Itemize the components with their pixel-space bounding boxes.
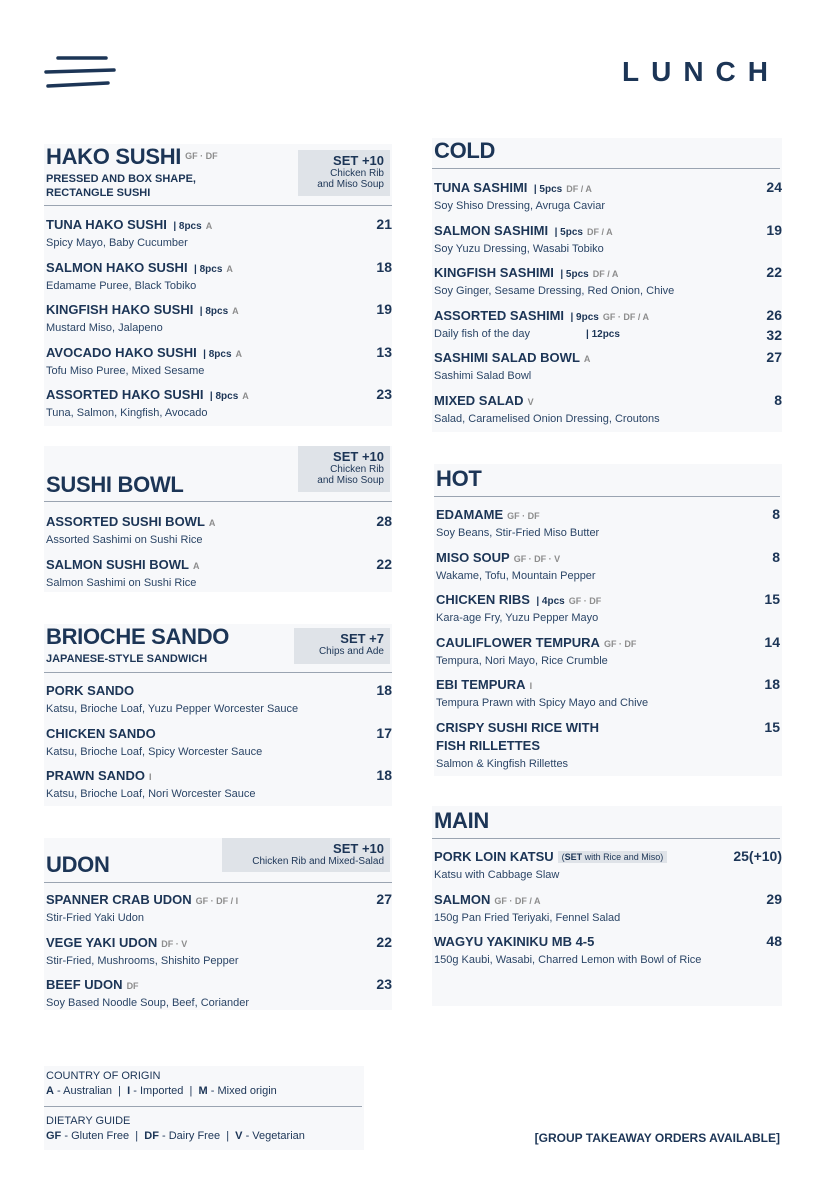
item-name: AVOCADO HAKO SUSHI: [46, 344, 197, 360]
item-dietary-tags: A: [208, 518, 216, 528]
set-description: and Miso Soup: [317, 179, 384, 190]
section-subtitle: JAPANESE-STYLE SANDWICH: [46, 653, 208, 665]
item-name: SALMON SASHIMI: [434, 222, 549, 238]
section-title: MAIN: [434, 808, 490, 833]
item-portion: | 8pcs: [194, 263, 223, 275]
item-dietary-tags: GF · DF / A: [494, 895, 541, 906]
menu-item: [434, 222, 782, 255]
item-name: VEGE YAKI UDON: [46, 934, 158, 950]
section-title: COLD: [434, 138, 496, 163]
item-portion: | 5pcs: [533, 184, 563, 195]
divider: [44, 1106, 362, 1107]
item-name: TUNA HAKO SUSHI: [46, 217, 167, 232]
item-dietary-tags: A: [193, 560, 200, 571]
item-name: CHICKEN RIBS: [436, 592, 530, 607]
item-price: 18: [764, 676, 780, 692]
item-price: 22: [376, 933, 392, 950]
item-price: 13: [376, 343, 392, 360]
menu-item: [434, 264, 782, 297]
item-description: Spicy Mayo, Baby Cucumber: [46, 237, 188, 249]
item-description: Soy Beans, Stir-Fried Miso Butter: [436, 527, 600, 539]
menu-item: [46, 934, 392, 967]
hot-section: [434, 464, 782, 776]
menu-item: [434, 349, 782, 382]
menu-item: [436, 719, 780, 770]
menu-item: [436, 506, 780, 539]
item-price: 29: [766, 890, 782, 907]
item-price: 14: [764, 633, 780, 650]
divider: [432, 838, 780, 839]
item-description: Salmon Sashimi on Sushi Rice: [46, 576, 197, 589]
item-price: 18: [376, 258, 392, 275]
section-title: HOT: [436, 466, 482, 491]
item-price: 24: [766, 179, 782, 195]
set-description: Chicken Rib: [330, 464, 384, 475]
divider: [44, 501, 392, 502]
main-section: [432, 806, 782, 1006]
item-price: 48: [766, 933, 782, 949]
item-dietary-tags: GF · DF: [568, 596, 602, 606]
item-dietary-tags: A: [205, 221, 213, 231]
item-portion: | 8pcs: [173, 221, 202, 232]
item-dietary-tags: GF · DF: [603, 638, 637, 649]
item-name: ASSORTED SUSHI BOWL: [46, 514, 205, 529]
item-description: Tempura Prawn with Spicy Mayo and Chive: [436, 697, 649, 709]
item-price: 18: [376, 767, 392, 783]
takeaway-notice: [GROUP TAKEAWAY ORDERS AVAILABLE]: [534, 1131, 780, 1145]
set-option-badge: (SET with Rice and Miso): [558, 851, 668, 863]
item-dietary-tags: DF: [126, 981, 139, 991]
item-description: Salad, Caramelised Onion Dressing, Croutons: [434, 412, 660, 425]
menu-item: [46, 259, 392, 292]
menu-item: [436, 634, 780, 667]
item-price: 15: [764, 591, 780, 607]
item-dietary-tags: GF · DF / I: [195, 896, 239, 906]
set-description: and Miso Soup: [317, 475, 384, 486]
item-price: 22: [376, 555, 392, 572]
item-price: 8: [772, 506, 780, 522]
item-dietary-tags: DF · V: [161, 938, 188, 949]
menu-item: [46, 891, 392, 924]
dietary-guide: GF - Gluten Free | DF - Dairy Free | V - Vegetarian: [46, 1130, 305, 1142]
item-price: 21: [376, 216, 392, 232]
item-price: 8: [772, 548, 780, 565]
item-portion: | 12pcs: [586, 328, 620, 340]
item-description: Stir-Fried Yaki Udon: [46, 912, 145, 924]
item-dietary-tags: A: [226, 263, 233, 274]
section-title: BRIOCHE SANDO: [46, 624, 230, 649]
sushi-bowl-section: [44, 446, 392, 592]
item-name: ASSORTED SASHIMI: [434, 307, 565, 323]
item-price: 18: [376, 682, 392, 698]
page-title: LUNCH: [622, 56, 780, 87]
item-name: MISO SOUP: [436, 549, 510, 565]
origin-guide: A - Australian | I - Imported | M - Mixed origin: [46, 1085, 277, 1097]
cold-section: [432, 138, 782, 432]
item-portion: | 8pcs: [203, 348, 232, 360]
item-name: ASSORTED HAKO SUSHI: [46, 387, 204, 402]
menu-item: [46, 725, 392, 758]
item-description: Wakame, Tofu, Mountain Pepper: [436, 569, 596, 582]
item-dietary-tags: A: [583, 354, 591, 364]
item-description: Katsu with Cabbage Slaw: [434, 869, 560, 881]
item-price: 15: [764, 718, 780, 735]
section-title: HAKO SUSHI: [46, 144, 182, 169]
set-price: SET +10: [333, 449, 384, 464]
section-title: SUSHI BOWL: [46, 472, 184, 497]
item-price: 27: [376, 891, 392, 907]
item-description: Tuna, Salmon, Kingfish, Avocado: [46, 407, 208, 419]
item-description: Assorted Sashimi on Sushi Rice: [46, 534, 203, 546]
item-name: PRAWN SANDO: [46, 768, 145, 783]
item-description: Soy Yuzu Dressing, Wasabi Tobiko: [434, 242, 604, 255]
set-description: Chicken Rib and Mixed-Salad: [252, 856, 384, 867]
item-name: PORK SANDO: [46, 683, 135, 698]
set-upgrade-box: [298, 150, 390, 196]
item-portion: | 8pcs: [209, 391, 239, 402]
item-dietary-tags: DF / A: [586, 226, 613, 237]
set-description: Chicken Rib: [330, 168, 384, 179]
item-portion: | 5pcs: [554, 226, 583, 238]
set-price: SET +10: [333, 153, 384, 168]
item-name: SPANNER CRAB UDON: [46, 892, 192, 907]
item-price: 22: [766, 264, 782, 280]
menu-item: [434, 179, 782, 212]
item-price: 26: [766, 306, 782, 323]
item-name: KINGFISH HAKO SUSHI: [46, 302, 194, 317]
origin-title: COUNTRY OF ORIGIN: [46, 1070, 161, 1082]
item-description: Daily fish of the day | 12pcs: [434, 327, 620, 340]
item-name: CAULIFLOWER TEMPURA: [436, 634, 600, 650]
item-description: Kara-age Fry, Yuzu Pepper Mayo: [436, 612, 599, 624]
item-description: 150g Pan Fried Teriyaki, Fennel Salad: [434, 911, 621, 924]
item-description: Katsu, Brioche Loaf, Nori Worcester Sauce: [46, 788, 256, 800]
item-name: PORK LOIN KATSU: [434, 849, 554, 864]
item-price-alt: 32: [766, 326, 782, 343]
item-portion: | 8pcs: [199, 306, 229, 317]
item-name: CHICKEN SANDO: [46, 725, 156, 741]
item-dietary-tags: GF · DF · V: [513, 553, 561, 564]
item-name: EBI TEMPURA: [436, 677, 526, 692]
item-name: SALMON SUSHI BOWL: [46, 556, 189, 572]
item-dietary-tags: GF · DF: [507, 511, 540, 521]
hako-sushi-section: [44, 144, 392, 426]
item-name: CRISPY SUSHI RICE WITH: [436, 719, 600, 735]
dietary-title: DIETARY GUIDE: [46, 1115, 131, 1127]
item-price: 27: [766, 349, 782, 365]
brand-logo: [44, 56, 116, 90]
menu-item: [46, 976, 392, 1009]
set-description: Chips and Ade: [318, 646, 384, 657]
menu-item: [46, 682, 392, 715]
menu-item: [436, 676, 780, 709]
menu-item: [434, 848, 782, 881]
item-description: Soy Shiso Dressing, Avruga Caviar: [434, 200, 605, 212]
item-price: 28: [376, 513, 392, 529]
menu-item: [46, 344, 392, 377]
item-description: Edamame Puree, Black Tobiko: [46, 279, 197, 292]
item-description: Katsu, Brioche Loaf, Yuzu Pepper Worcester Sauce: [46, 703, 299, 715]
divider: [432, 168, 780, 169]
item-description: Katsu, Brioche Loaf, Spicy Worcester Sauce: [46, 745, 263, 758]
item-name: MIXED SALAD: [434, 392, 524, 408]
menu-item: [434, 306, 782, 343]
item-description: Salmon & Kingfish Rillettes: [436, 757, 569, 770]
menu-item: [436, 549, 780, 582]
set-upgrade-box: [294, 628, 390, 664]
menu-item: [436, 591, 780, 624]
item-name: SALMON HAKO SUSHI: [46, 259, 188, 275]
menu-item: [46, 301, 392, 334]
divider: [434, 496, 780, 497]
item-name: SASHIMI SALAD BOWL: [434, 350, 580, 365]
item-description: 150g Kaubi, Wasabi, Charred Lemon with Bowl of Rice: [434, 954, 702, 966]
item-dietary-tags: GF · DF / A: [602, 311, 650, 322]
brioche-sando-section: [44, 624, 392, 806]
item-dietary-tags: A: [235, 348, 243, 359]
item-price: 19: [376, 301, 392, 317]
item-price: 17: [376, 724, 392, 741]
set-upgrade-box: [298, 446, 390, 492]
item-name: WAGYU YAKINIKU MB 4-5: [434, 934, 595, 949]
item-price: 25(+10): [733, 848, 782, 864]
udon-section: [44, 838, 392, 1010]
legend-box: [44, 1066, 364, 1150]
menu-item: [46, 513, 392, 546]
menu-item: [46, 216, 392, 249]
item-description: Sashimi Salad Bowl: [434, 370, 532, 382]
set-price: SET +7: [340, 631, 384, 646]
item-portion: | 4pcs: [536, 596, 565, 607]
item-description: Mustard Miso, Jalapeno: [46, 322, 163, 334]
item-name: SALMON: [434, 891, 491, 907]
menu-item: [46, 386, 392, 419]
set-price: SET +10: [333, 841, 384, 856]
menu-item: [434, 891, 782, 924]
item-portion: | 9pcs: [570, 311, 599, 323]
section-subtitle: PRESSED AND BOX SHAPE,: [46, 173, 196, 185]
item-price: 23: [376, 976, 392, 992]
item-dietary-tags: V: [527, 396, 534, 407]
item-price: 8: [774, 391, 782, 408]
item-description: Stir-Fried, Mushrooms, Shishito Pepper: [46, 954, 239, 967]
item-description: Soy Ginger, Sesame Dressing, Red Onion, Chive: [434, 285, 675, 297]
item-name: TUNA SASHIMI: [434, 180, 528, 195]
item-dietary-tags: DF / A: [566, 184, 592, 194]
section-tags: GF · DF: [185, 151, 218, 161]
item-name-line2: FISH RILLETTES: [436, 737, 540, 753]
item-dietary-tags: I: [148, 772, 152, 782]
item-dietary-tags: A: [242, 391, 249, 401]
menu-item: [434, 392, 782, 425]
divider: [44, 882, 392, 883]
menu-item: [46, 556, 392, 589]
section-title: UDON: [46, 852, 110, 877]
item-dietary-tags: DF / A: [592, 269, 619, 279]
item-description: Soy Based Noodle Soup, Beef, Coriander: [46, 997, 250, 1009]
divider: [44, 205, 392, 206]
item-name: BEEF UDON: [46, 977, 123, 992]
item-name: EDAMAME: [436, 507, 504, 522]
item-dietary-tags: A: [232, 306, 239, 316]
item-portion: | 5pcs: [560, 269, 589, 280]
set-upgrade-box: [222, 838, 390, 872]
menu-item: [46, 767, 392, 800]
menu-item: [434, 933, 782, 966]
section-subtitle: RECTANGLE SUSHI: [46, 187, 151, 199]
item-description: Tempura, Nori Mayo, Rice Crumble: [436, 654, 608, 667]
divider: [44, 672, 392, 673]
item-name: KINGFISH SASHIMI: [434, 265, 554, 280]
item-price: 23: [376, 386, 392, 402]
item-description: Tofu Miso Puree, Mixed Sesame: [46, 364, 205, 377]
item-price: 19: [766, 221, 782, 238]
item-dietary-tags: I: [529, 681, 533, 691]
